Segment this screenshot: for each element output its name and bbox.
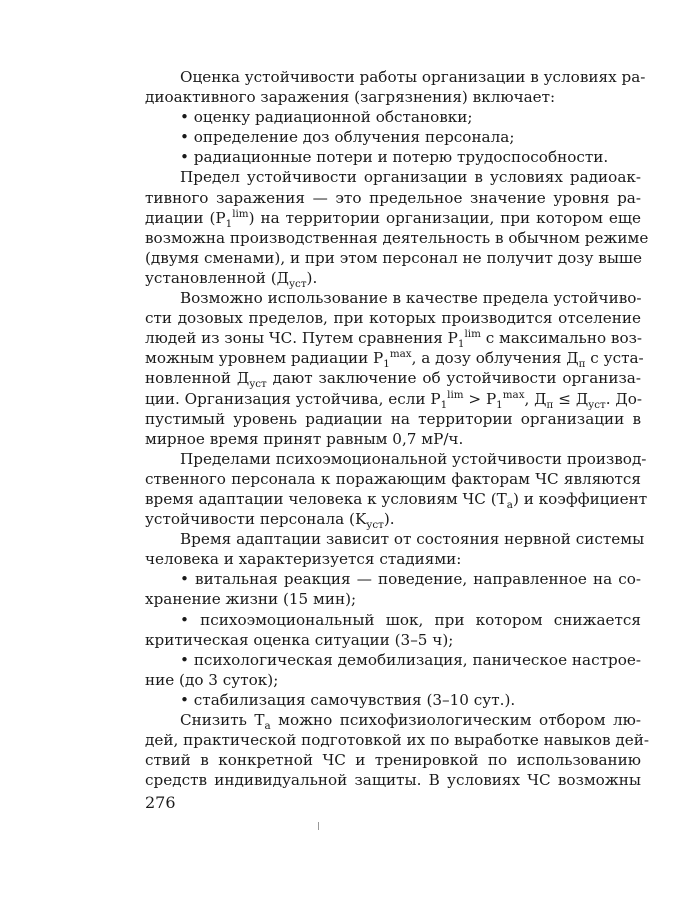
text-line: возможна производственная деятельность в обычном режиме — [145, 228, 649, 247]
text-line: ственного персонала к поражающим факторам ЧС являются — [145, 469, 641, 488]
text-line: • оценку радиационной обстановки; — [180, 108, 473, 127]
text-line: новленной $Д_{уст}$ дают заключение об устойчивости организа- — [145, 369, 641, 391]
text-line: Время адаптации зависит от состояния нервной системы — [180, 530, 645, 549]
text-line: средств индивидуальной защиты. В условиях ЧС возможны — [145, 771, 641, 790]
text-line: Возможно использование в качестве предела устойчиво- — [180, 289, 642, 308]
text-line: сти дозовых пределов, при которых производится отселение — [145, 309, 641, 328]
scan-mark — [318, 822, 319, 830]
text-line: диоактивного заражения (загрязнения) включает: — [145, 88, 556, 107]
paragraph — [145, 288, 644, 449]
text-line: Оценка устойчивости работы организации в условиях ра- — [180, 68, 646, 86]
text-line: • психологическая демобилизация, паническое настрое- — [180, 650, 641, 669]
bullet-item — [145, 610, 641, 650]
bullet-item — [145, 107, 641, 127]
paragraph — [145, 449, 648, 532]
text-line: • психоэмоциональный шок, при котором снижается — [180, 610, 641, 629]
paragraph — [145, 529, 645, 569]
text-line: ние (до 3 суток); — [145, 670, 279, 689]
text-line: установленной $(Д_{уст})$. — [145, 268, 318, 290]
text-line: ствий в конкретной ЧС и тренировкой по использованию — [145, 751, 641, 770]
bullet-item — [145, 650, 641, 690]
text-line: можным уровнем радиации $P_1^{max}$, а дозу облучения $Д_п$ с уста- — [145, 348, 644, 371]
page-number: 276 — [145, 793, 176, 812]
bullet-item — [145, 690, 641, 710]
text-line: диации $(P_1^{lim})$ на территории организации, при котором еще — [145, 207, 641, 230]
text-line: Пределами психоэмоциональной устойчивости производ- — [180, 449, 647, 468]
text-line: дей, практической подготовкой их по выработке навыков дей- — [145, 731, 649, 750]
bullet-item — [145, 127, 641, 147]
text-line: устойчивости персонала $(K_{уст})$. — [145, 510, 395, 532]
text-line: хранение жизни (15 мин); — [145, 590, 357, 609]
text-line: критическая оценка ситуации (3–5 ч); — [145, 630, 454, 649]
paragraph — [145, 167, 649, 290]
text-line: пустимый уровень радиации на территории организации в — [145, 409, 641, 428]
text-line: людей из зоны ЧС. Путем сравнения $P_1^{lim}$ с максимально воз- — [145, 328, 643, 351]
paragraph — [145, 710, 649, 790]
text-line: тивного заражения — это предельное значение уровня ра- — [145, 188, 641, 207]
paragraph — [145, 67, 646, 107]
page-body-text — [145, 67, 649, 790]
text-line: • витальная реакция — поведение, направленное на со- — [180, 570, 641, 589]
text-line: ции. Организация устойчива, если $P_1^{lim} > P_1^{max}$, $Д_п \le Д_{уст}$. До- — [145, 388, 643, 411]
text-line: • определение доз облучения персонала; — [180, 128, 515, 147]
text-line: Снизить $T_а$ можно психофизиологическим отбором лю- — [180, 711, 641, 733]
text-line: время адаптации человека к условиям ЧС $(T_а)$ и коэффициент — [145, 489, 648, 511]
text-line: (двумя сменами), и при этом персонал не получит дозу выше — [145, 248, 643, 267]
text-line: • радиационные потери и потерю трудоспособности. — [180, 148, 609, 167]
text-line: человека и характеризуется стадиями: — [145, 550, 462, 569]
text-line: • стабилизация самочувствия (3–10 сут.). — [180, 690, 516, 709]
bullet-item — [145, 147, 641, 167]
text-line: Предел устойчивости организации в условиях радиоак- — [180, 168, 641, 187]
text-line: мирное время принят равным 0,7 мР/ч. — [145, 429, 464, 448]
bullet-item — [145, 569, 641, 609]
